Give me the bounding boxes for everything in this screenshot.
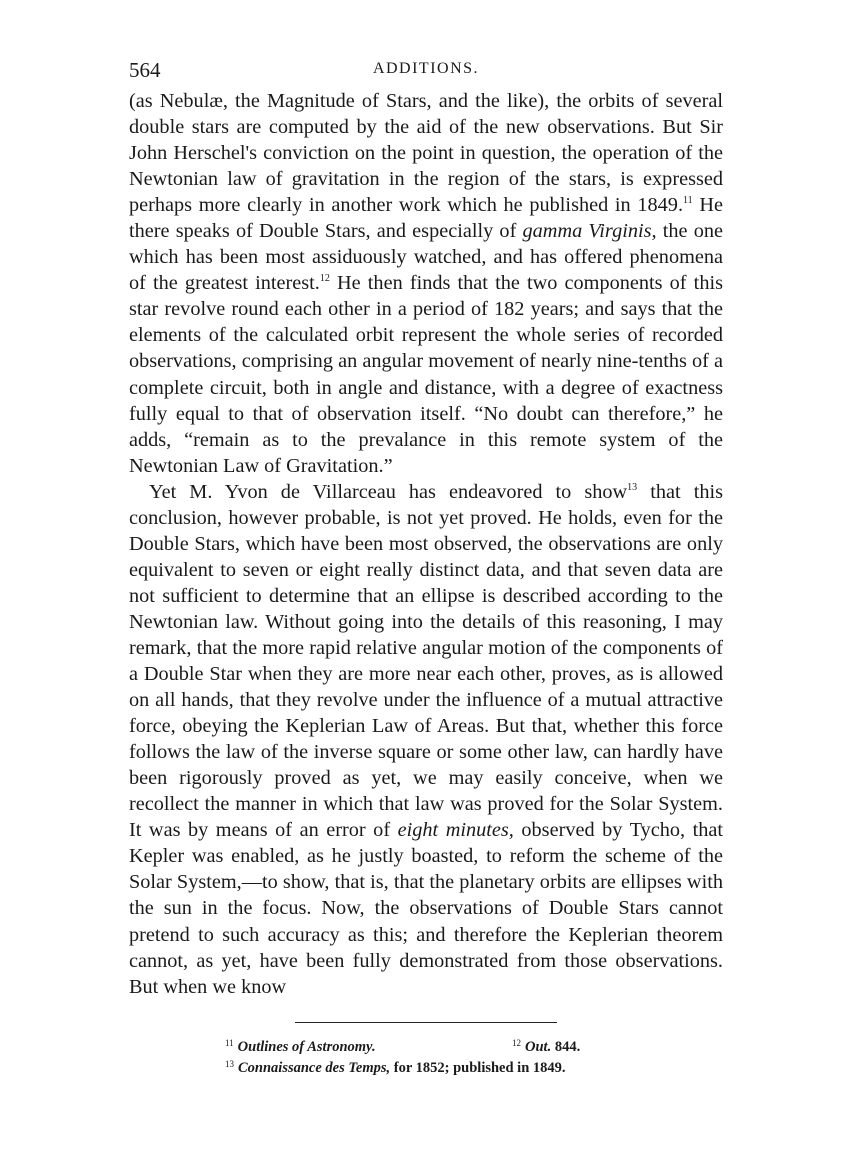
paragraph [129, 88, 723, 479]
footnotes [129, 1033, 723, 1075]
running-head: ADDITIONS. [372, 60, 480, 77]
footnote-rule [295, 1022, 557, 1023]
footnote-text: 844. [551, 1038, 581, 1055]
paragraph [129, 479, 723, 1000]
italic-phrase: gamma Virginis, [522, 220, 657, 243]
footnote-row [129, 1033, 723, 1054]
text-run: He there speaks of Double Stars, and especially of [129, 194, 724, 243]
footnote-title: Out. [525, 1038, 552, 1055]
page-number: 564 [129, 58, 161, 82]
footnote-row [129, 1054, 723, 1075]
body-text [129, 88, 723, 1000]
text-run: (as Nebulæ, the Magnitude of Stars, and the like), the orbits of several double stars are computed by the aid of the new observations. But Sir John Herschel's conviction on the point in question, the operation of the Newtonian law of gravitation in the region of the stars, is expressed perhaps more clearly in another work which he published in 1849. [129, 90, 723, 217]
footnote-mark: 11 [225, 1037, 234, 1048]
footnote-13 [225, 1054, 566, 1079]
footnote-mark: 12 [512, 1037, 521, 1048]
book-page [129, 58, 723, 1075]
footnote-mark: 13 [225, 1058, 234, 1069]
footnote-reference: 13 [627, 481, 638, 493]
text-run: the one which has been most assiduously watched, and has offered phenomena of the greatest interest. [129, 220, 723, 295]
text-run: that this conclusion, however probable, is not yet proved. He holds, even for the Double Stars, which have been most observed, the observations are only equivalent to seven or eight really distinct data, and that seven data are not sufficient to determine that an ellipse is described according to the Newtonian law. Without going into the details of this reasoning, I may remark, that the more rapid relative angular motion of the components of a Double Star when they are more near each other, proves, as is allowed on all hands, that they revolve under the influence of a mutual attractive force, obeying the Keplerian Law of Areas. But that, whether this force follows the law of the inverse square or some other law, can hardly have been rigorously proved as yet, we may easily conceive, when we recollect the manner in which that law was proved for the Solar System. It was by means of an error of [129, 480, 723, 842]
text-run: Yet M. Yvon de Villarceau has endeavored to show [149, 480, 628, 503]
italic-phrase: eight minutes, [397, 819, 514, 842]
text-run: observed by Tycho, that Kepler was enabled, as he justly boasted, to reform the scheme of the Solar System,—to show, that is, that the planetary orbits are ellipses with the sun in the focus. Now, the observations of Double Stars cannot pretend to such accuracy as this; and therefore the Keplerian theorem cannot, as yet, have been fully demonstrated from those observations. But when we know [129, 819, 723, 998]
page-header [129, 58, 723, 88]
text-run: He then finds that the two components of this star revolve round each other in a period of 182 years; and says that the elements of the calculated orbit represent the whole series of recorded observations, comprising an angular movement of nearly nine-tenths of a complete circuit, both in angle and distance, with a degree of exactness fully equal to that of observation itself. “No doubt can therefore,” he adds, “remain as to the prevalance in this remote system of the Newtonian Law of Gravitation.” [129, 272, 723, 477]
footnote-reference: 11 [683, 195, 693, 207]
footnote-text: for 1852; published in 1849. [390, 1059, 566, 1076]
footnote-title: Outlines of Astronomy. [237, 1038, 376, 1055]
footnote-title: Connaissance des Temps, [238, 1059, 391, 1076]
footnote-reference: 12 [319, 273, 330, 285]
